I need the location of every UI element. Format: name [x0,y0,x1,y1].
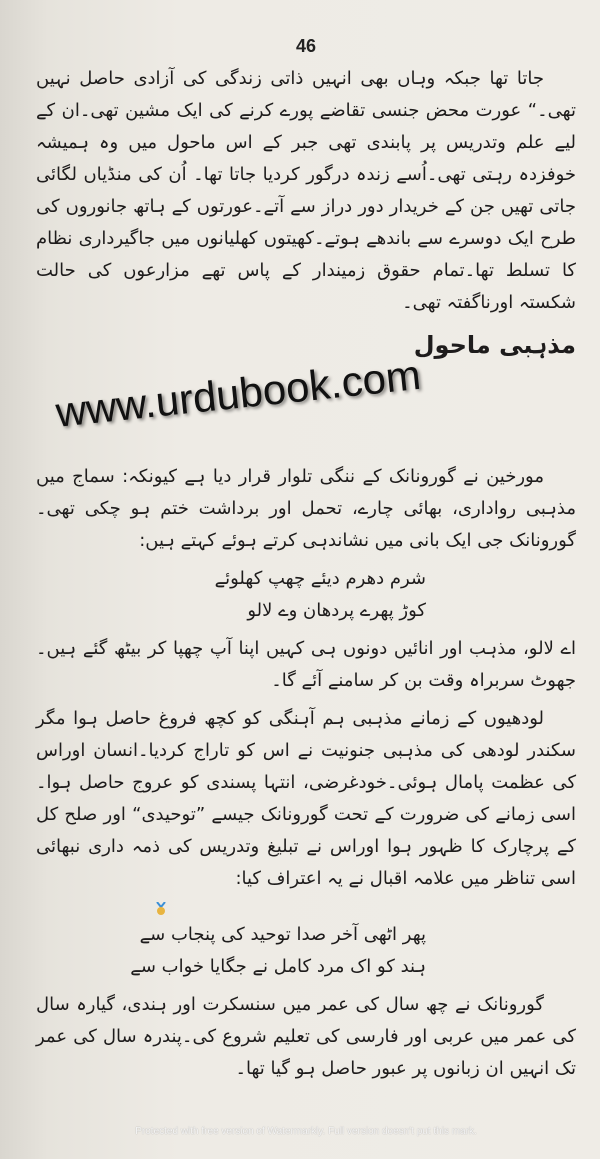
site-watermark: www.urdubook.com [53,350,423,436]
text-line: گورونانک نے چھ سال کی عمر میں سنسکرت اور ہندی، گیارہ سال کی عمر میں عربی اور [36,994,576,1047]
poem-line: شرم دھرم دیئے چھپ کھلوئے [214,568,426,589]
paragraph [36,633,576,697]
poem [36,919,426,983]
text-line: کو عروج حاصل ہوا۔اسی زمانے کی ضرورت کے تحت گورونانک جیسے ”توحیدی“ اور صلح کل [36,772,576,825]
text-line: فارسی کی تعلیم شروع کی۔پندرہ سال کی عمر تک انہیں ان زبانوں پر عبور حاصل ہو گیا تھا۔ [36,1026,576,1079]
text-line: سماج میں مذہبی رواداری، بھائی چارے، تحمل اور برداشت ختم ہو چکی تھی۔گورونانک [36,466,576,551]
badge-row [36,901,576,917]
page-number: 46 [295,36,317,56]
poem-line: ہند کو اک مرد کامل نے جگایا خواب سے [130,956,426,977]
text-line: نظام کا تسلط تھا۔تمام حقوق زمیندار کے پاس تھے مزارعوں کی حالت شکستہ اورناگفتہ تھی۔ [36,228,576,313]
text-line: کے پرچارک کا ظہور ہوا اوراس نے تبلیغ وتدریس کی ذمہ داری نبھائی اسی تناظر میں علامہ [36,836,576,889]
paragraph [36,461,576,557]
watermark-area [36,350,576,455]
text-line: جانوروں کی طرح ایک دوسرے سے باندھے ہوتے۔کھیتوں کھلیانوں میں جاگیرداری [36,196,576,249]
poem-line: کوڑ پھرے پردھان وے لالو [247,600,426,621]
text-line: سربراہ وقت بن کر سامنے آئے گا۔ [271,670,525,691]
text-line: اے لالو، مذہب اور انائیں دونوں ہی کہیں اپنا آپ چھپا کر بیٹھ گئے ہیں۔جھوٹ [36,638,576,691]
poem [36,563,426,627]
text-line: جی ایک بانی میں نشاندہی کرتے ہوئے کہتے ہیں: [139,530,504,551]
text-line: اقبال نے یہ اعتراف کیا: [235,868,408,889]
text-line: اُن کی منڈیاں لگائی جاتی تھیں جن کے خریدار دور دراز سے آتے۔عورتوں کے ہاتھ [36,164,576,217]
text-line: پابندی تھی جبر کے اس ماحول میں وہ ہمیشہ خوفزدہ رہتی تھی۔اُسے زندہ درگور کردیا جاتا تھا۔ [36,132,576,185]
poem-line: پھر اٹھی آخر صدا توحید کی پنجاب سے [139,924,426,945]
footer-watermark: Protected with free version of Watermarkly. Full version doesn't put this mark. [135,1126,477,1137]
paragraph [36,989,576,1085]
text-line: مورخین نے گورونانک کے ننگی تلوار قرار دیا ہے کیونکہ: [122,466,545,487]
section-heading: مذہبی ماحول [413,331,576,359]
paragraph [36,63,576,319]
text-line: جنونیت نے اس کو تاراج کردیا۔انسان اوراس کی عظمت پامال ہوئی۔خودغرضی، انتہا پسندی [36,740,577,793]
text-line: لودھیوں کے زمانے مذہبی ہم آہنگی کو کچھ فروغ حاصل ہوا مگر سکندر لودھی کی مذہبی [36,708,576,761]
medal-icon [156,902,166,916]
text-line: جاتا تھا جبکہ وہاں بھی انہیں ذاتی زندگی کی آزادی حاصل نہیں تھی۔“ [36,68,576,121]
paragraph [36,703,576,895]
text-line: عورت محض جنسی تقاضے پورے کرنے کی ایک مشین تھی۔ان کے لیے علم وتدریس پر [36,100,576,153]
